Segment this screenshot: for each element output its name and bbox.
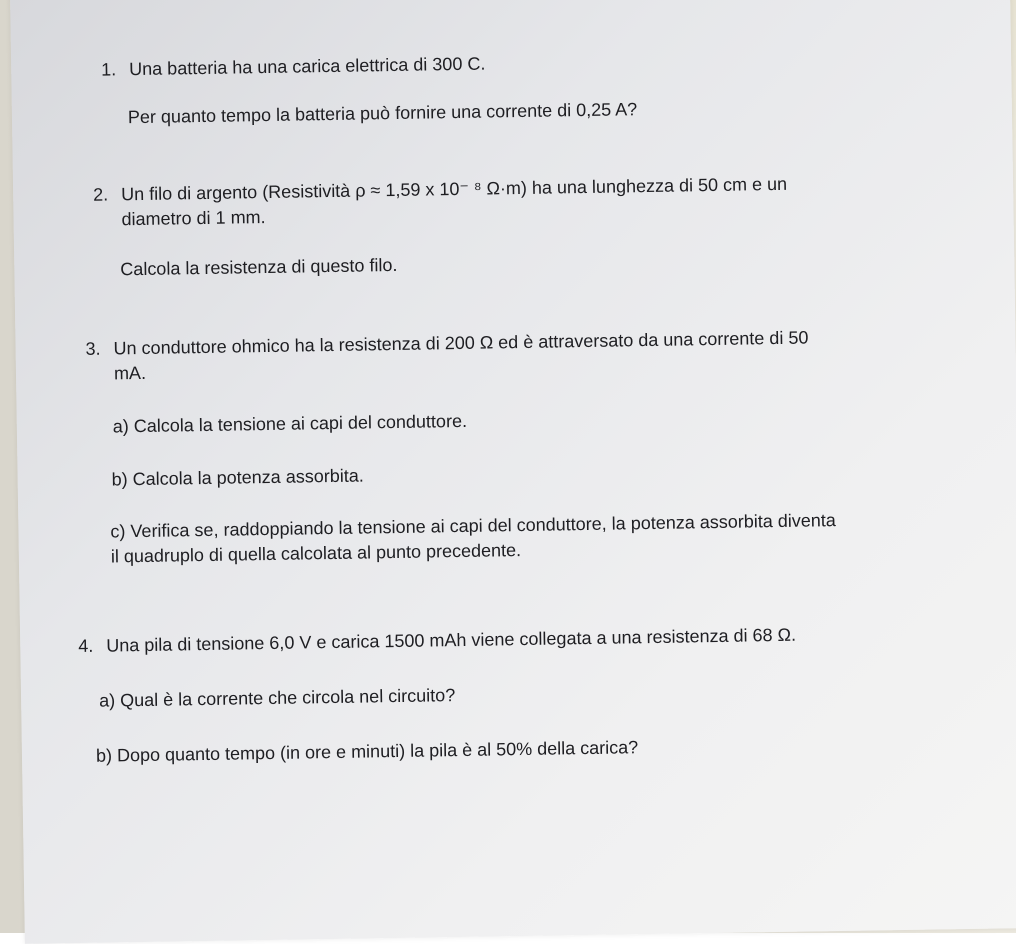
question-2-sub: Calcola la resistenza di questo filo.	[120, 254, 398, 280]
question-4-part-a: a) Qual è la corrente che circola nel circuito?	[98, 685, 456, 711]
question-3-part-c-line-1: c) Verifica se, raddoppiando la tensione ai capi del conduttore, la potenza assorbita diventa	[110, 510, 836, 542]
question-1-text: Una batteria ha una carica elettrica di 300 C.	[129, 53, 486, 80]
question-3-part-b: b) Calcola la potenza assorbita.	[111, 465, 364, 490]
question-2-text-line-2: diametro di 1 mm.	[121, 207, 266, 230]
question-3-number: 3.	[85, 338, 101, 359]
question-4-part-b: b) Dopo quanto tempo (in ore e minuti) la pila è al 50% della carica?	[95, 737, 639, 766]
question-4-number: 4.	[78, 635, 94, 657]
question-3-part-a: a) Calcola la tensione ai capi del conduttore.	[112, 410, 468, 437]
question-2-number: 2.	[93, 184, 109, 205]
question-4-text: Una pila di tensione 6,0 V e carica 1500 mAh viene collegata a una resistenza di 68 Ω.	[106, 624, 797, 656]
question-3-text-line-1: Un conduttore ohmico ha la resistenza di 200 Ω ed è attraversato da una corrente di 50	[113, 327, 809, 359]
worksheet	[10, 0, 1016, 944]
question-1-number: 1.	[101, 59, 117, 80]
question-2-text-line-1: Un filo di argento (Resistività ρ ≈ 1,59 x 10⁻ ⁸ Ω·m) ha una lunghezza di 50 cm e un	[121, 173, 788, 205]
question-1-sub: Per quanto tempo la batteria può fornire una corrente di 0,25 A?	[127, 99, 638, 128]
question-3-text-line-2: mA.	[113, 362, 147, 384]
question-3-part-c-line-2: il quadruplo di quella calcolata al punto precedente.	[110, 540, 522, 567]
